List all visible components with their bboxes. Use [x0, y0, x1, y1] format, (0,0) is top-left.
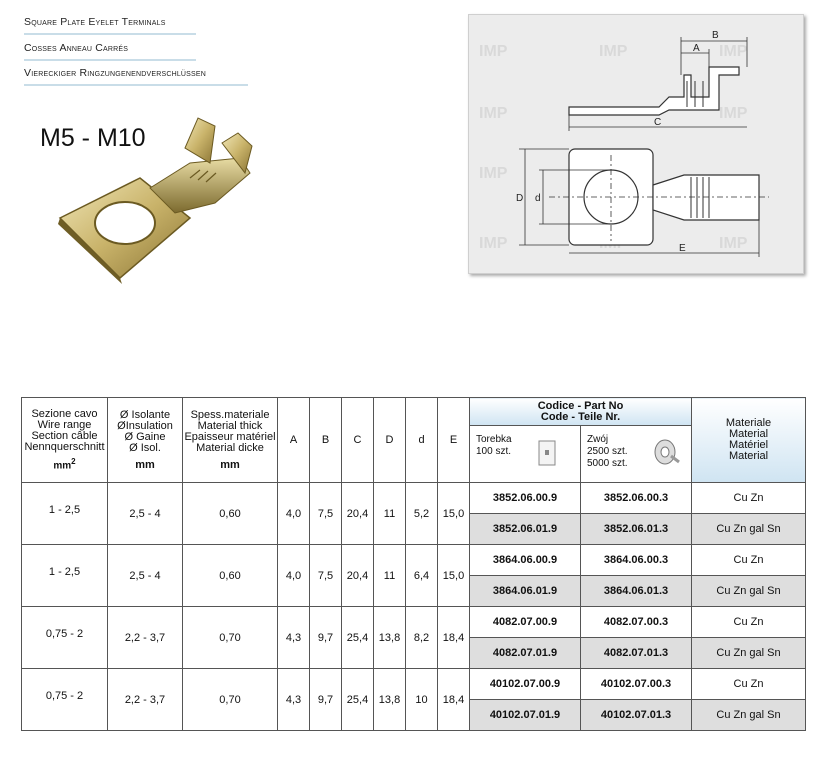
material-cell: Cu Zn — [692, 669, 806, 700]
wire-range-cell: 0,75 - 2 — [22, 607, 108, 669]
part-no-reel-cell: 4082.07.00.3 — [581, 607, 692, 638]
watermark-text: IMP — [719, 43, 748, 60]
dim-c-cell: 25,4 — [342, 607, 374, 669]
part-no-bag-cell: 40102.07.01.9 — [470, 700, 581, 731]
table-row — [22, 669, 806, 700]
title-underline — [24, 84, 248, 86]
header-pack-bag: Torebka 100 szt. — [470, 426, 581, 483]
dim-b-cell: 9,7 — [310, 607, 342, 669]
material-cell: Cu Zn — [692, 545, 806, 576]
title-fr: Cosses Anneau Carrés — [24, 42, 129, 54]
dim-b-cell: 7,5 — [310, 483, 342, 545]
dim-label-c: C — [654, 117, 662, 128]
title-de: Viereckiger Ringzungenendverschlüssen — [24, 67, 207, 79]
title-underline — [24, 59, 196, 61]
material-cell: Cu Zn gal Sn — [692, 700, 806, 731]
wire-range-cell: 0,75 - 2 — [22, 669, 108, 731]
wire-range-cell: 1 - 2,5 — [22, 483, 108, 545]
watermark-text: IMP — [719, 235, 748, 252]
watermark-text: IMP — [599, 43, 628, 60]
part-no-bag-cell: 4082.07.00.9 — [470, 607, 581, 638]
dim-e-cell: 15,0 — [438, 545, 470, 607]
watermark-text: IMP — [479, 105, 508, 122]
dimension-drawing — [468, 14, 804, 274]
part-no-reel-cell: 4082.07.01.3 — [581, 638, 692, 669]
part-no-bag-cell: 3852.06.01.9 — [470, 514, 581, 545]
part-no-reel-cell: 40102.07.00.3 — [581, 669, 692, 700]
dim-c-cell: 20,4 — [342, 483, 374, 545]
thickness-cell: 0,70 — [183, 669, 278, 731]
watermark-text: IMP — [479, 235, 508, 252]
dim-label-b: B — [712, 30, 719, 41]
header-a: A — [278, 398, 310, 483]
header-insulation: Ø Isolante ØInsulation Ø Gaine Ø Isol. mm — [108, 398, 183, 483]
part-no-reel-cell: 3864.06.00.3 — [581, 545, 692, 576]
dim-e-cell: 18,4 — [438, 669, 470, 731]
header-wire-range: Sezione cavo Wire range Section câble Nennquerschnitt $mm^2$ — [22, 398, 108, 483]
watermark-text: IMP — [479, 165, 508, 182]
header-thickness: Spess.materiale Material thick Epaisseur matériel Material dicke mm — [183, 398, 278, 483]
material-cell: Cu Zn — [692, 607, 806, 638]
dim-d-upper-cell: 13,8 — [374, 669, 406, 731]
dim-c-cell: 25,4 — [342, 669, 374, 731]
part-no-bag-cell: 3852.06.00.9 — [470, 483, 581, 514]
reel-icon — [653, 438, 681, 466]
part-no-bag-cell: 4082.07.01.9 — [470, 638, 581, 669]
dim-a-cell: 4,0 — [278, 545, 310, 607]
title-underline — [24, 33, 196, 35]
dim-d-upper-cell: 11 — [374, 483, 406, 545]
dim-b-cell: 9,7 — [310, 669, 342, 731]
bag-icon — [538, 440, 556, 466]
part-no-bag-cell: 40102.07.00.9 — [470, 669, 581, 700]
header-part-no: Codice - Part No Code - Teile Nr. — [470, 398, 692, 426]
thickness-cell: 0,60 — [183, 483, 278, 545]
title-en: Square Plate Eyelet Terminals — [24, 16, 166, 28]
watermark-text: IMP — [719, 105, 748, 122]
header-material: Materiale Material Matériel Material — [692, 398, 806, 483]
part-no-reel-cell: 3852.06.00.3 — [581, 483, 692, 514]
watermark-text: IMP — [479, 43, 508, 60]
header-b: B — [310, 398, 342, 483]
part-no-bag-cell: 3864.06.01.9 — [470, 576, 581, 607]
wire-range-cell: 1 - 2,5 — [22, 545, 108, 607]
dim-a-cell: 4,3 — [278, 607, 310, 669]
header-c: C — [342, 398, 374, 483]
table-row — [22, 607, 806, 638]
dim-a-cell: 4,0 — [278, 483, 310, 545]
header-pack-reel: Zwój 2500 szt. 5000 szt. — [581, 426, 692, 483]
dim-b-cell: 7,5 — [310, 545, 342, 607]
material-cell: Cu Zn gal Sn — [692, 514, 806, 545]
dim-d-upper-cell: 13,8 — [374, 607, 406, 669]
dim-d-lower-cell: 6,4 — [406, 545, 438, 607]
dim-label-a: A — [693, 43, 700, 54]
size-range-label: M5 - M10 — [40, 124, 146, 152]
dim-d-lower-cell: 10 — [406, 669, 438, 731]
insulation-cell: 2,2 - 3,7 — [108, 669, 183, 731]
dim-label-d-outer: D — [516, 193, 524, 204]
dim-label-e: E — [679, 243, 686, 254]
material-cell: Cu Zn gal Sn — [692, 638, 806, 669]
part-no-reel-cell: 3864.06.01.3 — [581, 576, 692, 607]
insulation-cell: 2,2 - 3,7 — [108, 607, 183, 669]
dim-c-cell: 20,4 — [342, 545, 374, 607]
material-cell: Cu Zn gal Sn — [692, 576, 806, 607]
table-row — [22, 483, 806, 514]
header-e: E — [438, 398, 470, 483]
thickness-cell: 0,60 — [183, 545, 278, 607]
header-d-upper: D — [374, 398, 406, 483]
header-d-lower: d — [406, 398, 438, 483]
insulation-cell: 2,5 - 4 — [108, 545, 183, 607]
part-no-bag-cell: 3864.06.00.9 — [470, 545, 581, 576]
dim-d-upper-cell: 11 — [374, 545, 406, 607]
dim-e-cell: 18,4 — [438, 607, 470, 669]
dim-a-cell: 4,3 — [278, 669, 310, 731]
spec-table — [21, 397, 806, 731]
thickness-cell: 0,70 — [183, 607, 278, 669]
dim-d-lower-cell: 8,2 — [406, 607, 438, 669]
material-cell: Cu Zn — [692, 483, 806, 514]
dim-label-d-inner: d — [535, 193, 541, 204]
table-row — [22, 545, 806, 576]
part-no-reel-cell: 3852.06.01.3 — [581, 514, 692, 545]
insulation-cell: 2,5 - 4 — [108, 483, 183, 545]
part-no-reel-cell: 40102.07.01.3 — [581, 700, 692, 731]
dim-e-cell: 15,0 — [438, 483, 470, 545]
dim-d-lower-cell: 5,2 — [406, 483, 438, 545]
